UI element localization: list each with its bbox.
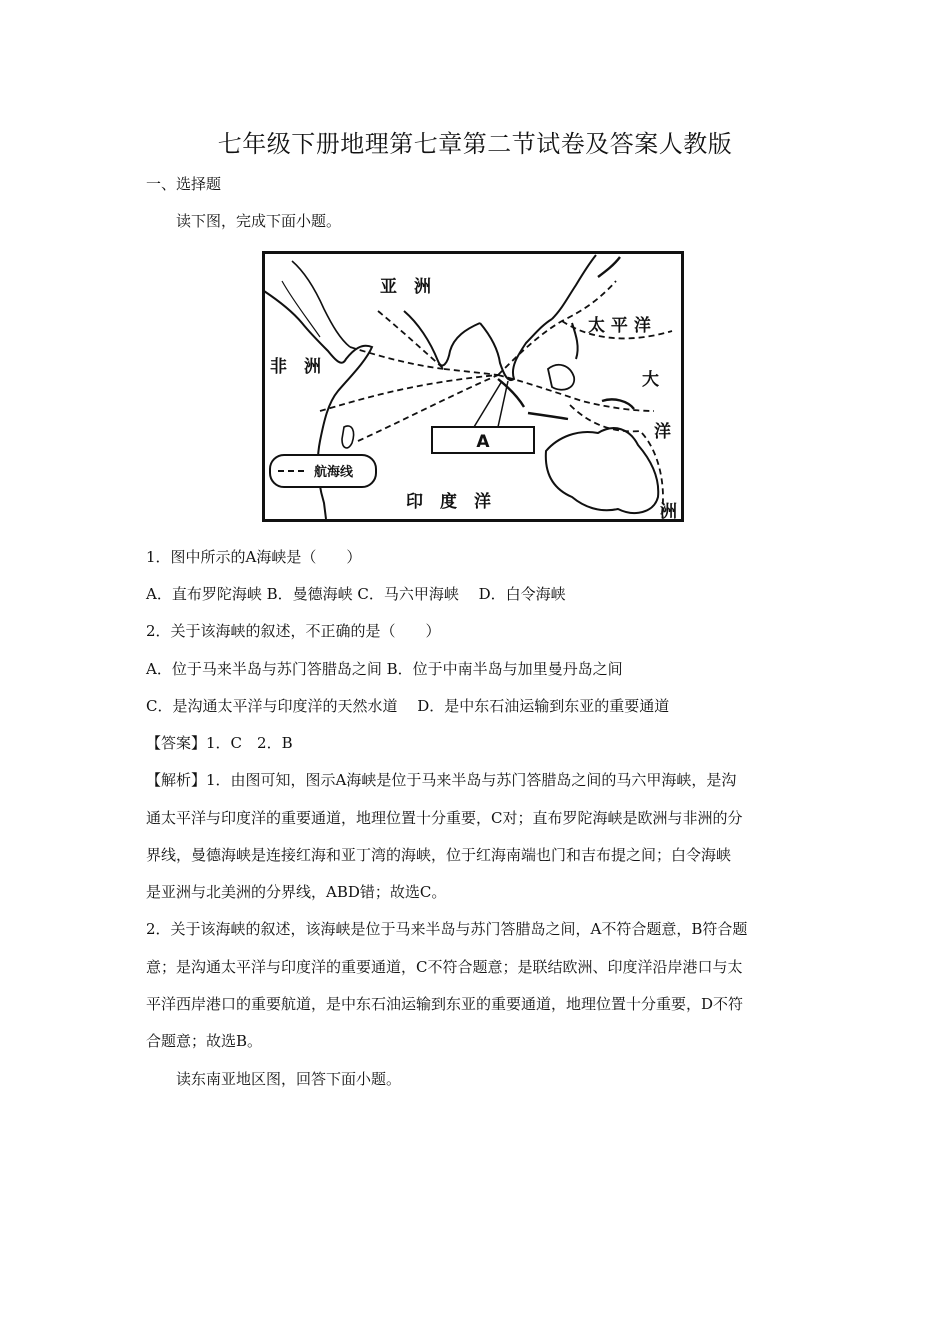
explanation-line: 合题意；故选B。 <box>146 1032 263 1050</box>
explanation-line: 【解析】1．由图可知，图示A海峡是位于马来半岛与苏门答腊岛之间的马六甲海峡，是沟 <box>146 771 737 789</box>
pacific-label-3: 洋 <box>654 422 671 442</box>
pacific-label-2: 大 <box>642 370 659 390</box>
explanation-line: 通太平洋与印度洋的重要通道，地理位置十分重要，C对；直布罗陀海峡是欧洲与非洲的分 <box>146 809 743 827</box>
section-heading: 一、选择题 <box>146 175 222 193</box>
explanation-line: 是亚洲与北美洲的分界线，ABD错；故选C。 <box>146 883 447 901</box>
shipping-route-map <box>262 251 684 522</box>
question-2: 2．关于该海峡的叙述，不正确的是（ ） <box>146 622 441 640</box>
asia-label: 亚 洲 <box>380 277 431 297</box>
question-2-options-cd: C．是沟通太平洋与印度洋的天然水道 D．是中东石油运输到东亚的重要通道 <box>146 697 670 715</box>
legend-label: 航海线 <box>314 465 354 480</box>
question-1: 1．图中所示的A海峡是（ ） <box>146 548 362 566</box>
page-title: 七年级下册地理第七章第二节试卷及答案人教版 <box>217 130 733 158</box>
explanation-line: 2．关于该海峡的叙述，该海峡是位于马来半岛与苏门答腊岛之间，A不符合题意，B符合题 <box>146 920 748 938</box>
pacific-label-1: 太 平 洋 <box>588 316 651 336</box>
pacific-label-4: 洲 <box>660 502 677 522</box>
question-2-options-ab: A．位于马来半岛与苏门答腊岛之间 B．位于中南半岛与加里曼丹岛之间 <box>146 660 623 678</box>
question-1-options: A．直布罗陀海峡 B．曼德海峡 C．马六甲海峡 D．白令海峡 <box>146 585 566 603</box>
explanation-line: 界线，曼德海峡是连接红海和亚丁湾的海峡，位于红海南端也门和吉布提之间；白令海峡 <box>146 846 732 864</box>
africa-label: 非 洲 <box>270 357 321 377</box>
indian-ocean-label: 印 度 洋 <box>406 492 491 512</box>
explanation-line: 意；是沟通太平洋与印度洋的重要通道，C不符合题意；是联结欧洲、印度洋沿岸港口与太 <box>146 958 743 976</box>
intro-text-2: 读东南亚地区图，回答下面小题。 <box>176 1070 402 1088</box>
intro-text: 读下图，完成下面小题。 <box>176 212 342 230</box>
strait-label: A <box>476 432 490 452</box>
answer-line: 【答案】1．C 2．B <box>146 734 293 752</box>
explanation-line: 平洋西岸港口的重要航道，是中东石油运输到东亚的重要通道，地理位置十分重要，D不符 <box>146 995 744 1013</box>
